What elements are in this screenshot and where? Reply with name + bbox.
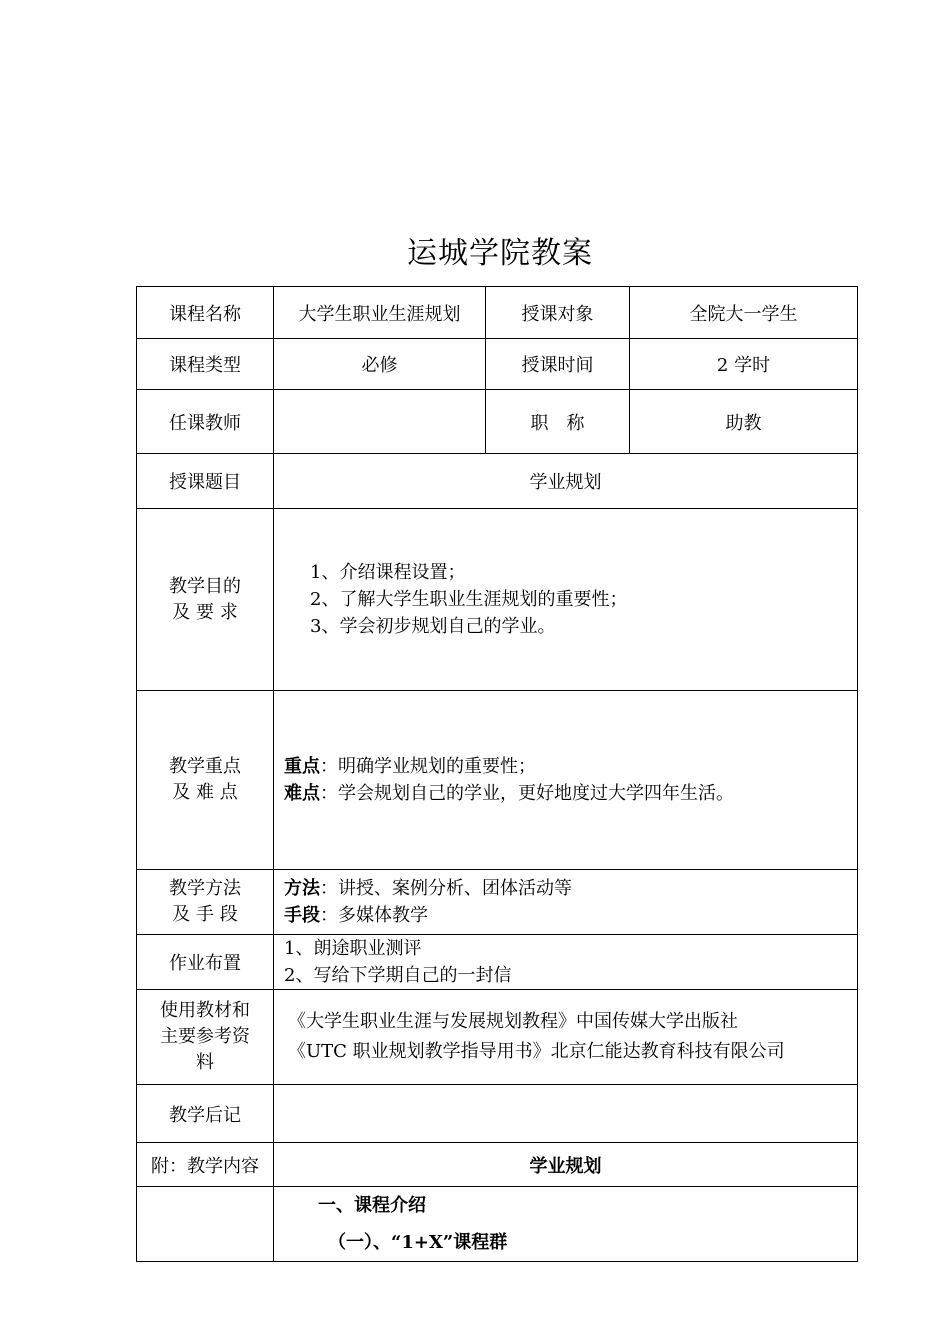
row-homework	[137, 935, 858, 990]
materials-label-line: 料	[196, 1052, 214, 1073]
difficulty-key: 难点	[284, 783, 320, 804]
goals-label	[137, 509, 274, 691]
row-notes	[137, 1085, 858, 1143]
materials-content	[274, 990, 858, 1085]
goals-content	[274, 509, 858, 691]
row-course-name	[137, 287, 858, 339]
teacher-label: 任课教师	[137, 390, 274, 454]
time-label: 授课时间	[486, 339, 630, 390]
content-subheading: （一）、“1+X”课程群	[328, 1232, 508, 1253]
homework-label: 作业布置	[137, 935, 274, 990]
focus-text: ：明确学业规划的重要性；	[320, 756, 536, 777]
material-item: 《大学生职业生涯与发展规划教程》中国传媒大学出版社	[288, 1011, 738, 1032]
row-focus	[137, 691, 858, 870]
means-text: ：多媒体教学	[320, 905, 428, 926]
content-heading: 一、课程介绍	[318, 1195, 426, 1216]
topic-value: 学业规划	[274, 454, 858, 509]
goal-item: 1、介绍课程设置；	[310, 562, 466, 583]
audience-value: 全院大一学生	[630, 287, 858, 339]
teacher-value	[274, 390, 486, 454]
focus-line	[284, 753, 857, 780]
homework-content	[274, 935, 858, 990]
method-label-line: 教学方法	[169, 878, 241, 899]
materials-label-line: 主要参考资	[160, 1026, 250, 1047]
rank-value: 助教	[630, 390, 858, 454]
course-type-label: 课程类型	[137, 339, 274, 390]
homework-item: 2、写给下学期自己的一封信	[284, 965, 512, 986]
notes-value	[274, 1085, 858, 1143]
row-method	[137, 870, 858, 935]
row-appendix	[137, 1143, 858, 1187]
goal-item: 3、学会初步规划自己的学业。	[310, 616, 556, 637]
row-teacher	[137, 390, 858, 454]
means-key: 手段	[284, 905, 320, 926]
focus-content	[274, 691, 858, 870]
appendix-label: 附：教学内容	[137, 1143, 274, 1187]
row-materials	[137, 990, 858, 1085]
content-label-empty	[137, 1187, 274, 1262]
page-title: 运城学院教案	[407, 236, 593, 271]
method-label	[137, 870, 274, 935]
method-label-line: 及 手 段	[172, 904, 238, 925]
rank-label: 职 称	[486, 390, 630, 454]
focus-label	[137, 691, 274, 870]
material-item: 《UTC 职业规划教学指导用书》北京仁能达教育科技有限公司	[288, 1041, 785, 1062]
course-name-value: 大学生职业生涯规划	[274, 287, 486, 339]
topic-label: 授课题目	[137, 454, 274, 509]
goals-label-line: 教学目的	[169, 575, 241, 597]
homework-item: 1、朗途职业测评	[284, 938, 422, 959]
content-headings	[274, 1187, 858, 1262]
method-line	[284, 875, 857, 902]
row-topic	[137, 454, 858, 509]
method-text: ：讲授、案例分析、团体活动等	[320, 878, 572, 899]
focus-key: 重点	[284, 756, 320, 777]
difficulty-line	[284, 780, 857, 807]
method-key: 方法	[284, 878, 320, 899]
goals-label-line: 及 要 求	[172, 601, 238, 623]
method-content	[274, 870, 858, 935]
materials-label-line: 使用教材和	[160, 1000, 250, 1021]
focus-label-line: 及 难 点	[172, 782, 238, 803]
row-course-type	[137, 339, 858, 390]
notes-label: 教学后记	[137, 1085, 274, 1143]
course-name-label: 课程名称	[137, 287, 274, 339]
means-line	[284, 902, 857, 929]
materials-label	[137, 990, 274, 1085]
lesson-plan-table	[136, 286, 858, 1262]
row-goals	[137, 509, 858, 691]
focus-label-line: 教学重点	[169, 756, 241, 777]
audience-label: 授课对象	[486, 287, 630, 339]
course-type-value: 必修	[274, 339, 486, 390]
appendix-value: 学业规划	[274, 1143, 858, 1187]
row-content	[137, 1187, 858, 1262]
difficulty-text: ：学会规划自己的学业，更好地度过大学四年生活。	[320, 783, 734, 804]
time-value: 2 学时	[630, 339, 858, 390]
goal-item: 2、了解大学生职业生涯规划的重要性；	[310, 589, 628, 610]
